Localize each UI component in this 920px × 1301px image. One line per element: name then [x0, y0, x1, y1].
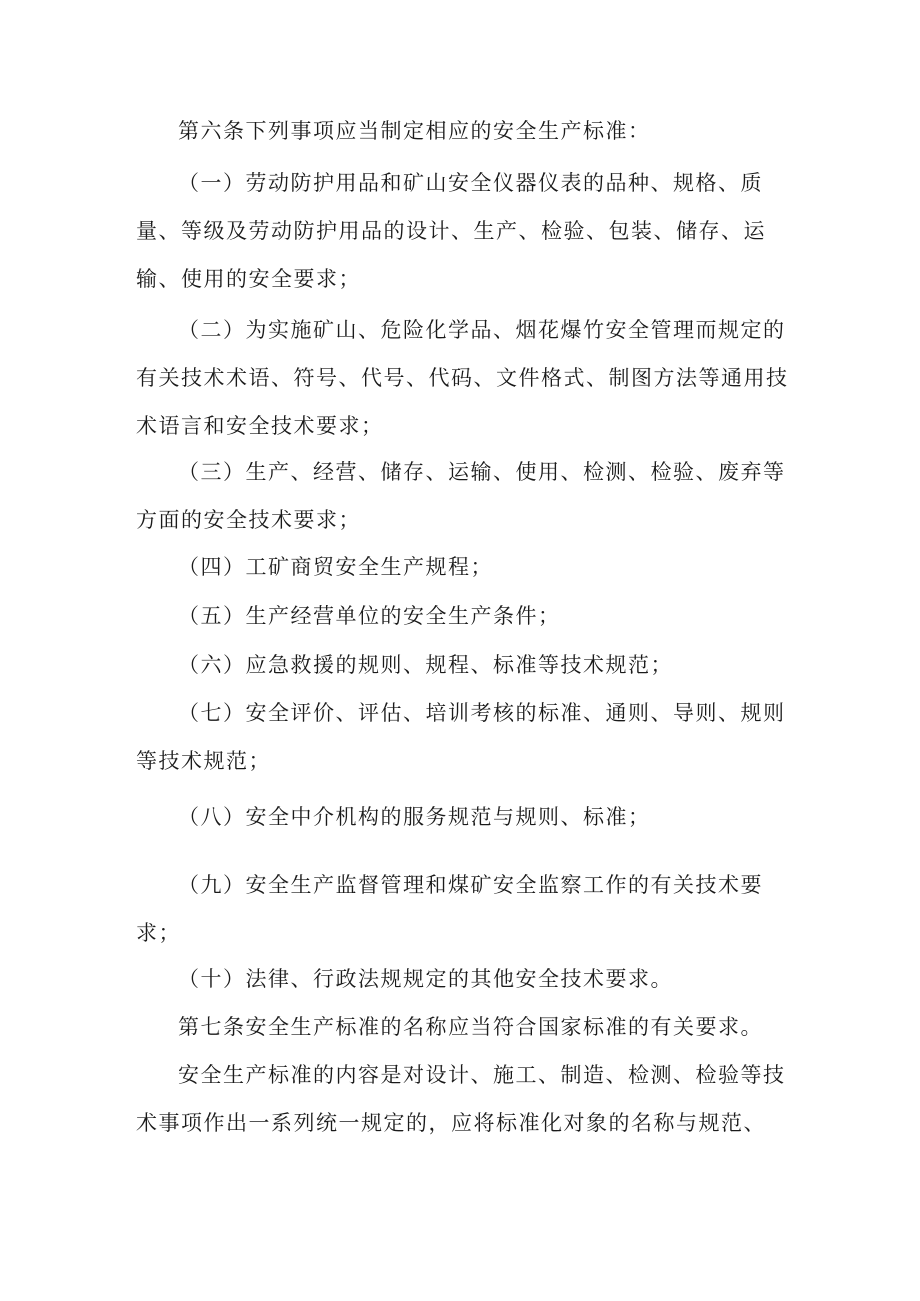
item-7-paragraph: （七）安全评价、评估、培训考核的标准、通则、导则、规则等技术规范； [136, 701, 786, 773]
item-4-paragraph: （四）工矿商贸安全生产规程； [178, 555, 493, 579]
article-6-heading: 第六条下列事项应当制定相应的安全生产标准： [178, 119, 651, 143]
item-8-paragraph: （八）安全中介机构的服务规范与规则、标准； [178, 805, 651, 829]
item-3-paragraph: （三）生产、经营、储存、运输、使用、检测、检验、废弃等方面的安全技术要求； [136, 460, 786, 532]
item-10-paragraph: （十）法律、行政法规规定的其他安全技术要求。 [178, 967, 673, 991]
item-9-paragraph: （九）安全生产监督管理和煤矿安全监察工作的有关技术要求； [136, 873, 763, 945]
item-2-paragraph: （二）为实施矿山、危险化学品、烟花爆竹安全管理而规定的有关技术术语、符号、代号、代码、文件格式、制图方法等通用技术语言和安全技术要求； [136, 318, 789, 438]
content-paragraph: 安全生产标准的内容是对设计、施工、制造、检测、检验等技术事项作出一系列统一规定的，应将标准化对象的名称与规范、 [136, 1063, 786, 1135]
item-1-paragraph: （一）劳动防护用品和矿山安全仪器仪表的品种、规格、质量、等级及劳动防护用品的设计、生产、检验、包装、储存、运输、使用的安全要求； [136, 171, 766, 291]
item-6-paragraph: （六）应急救援的规则、规程、标准等技术规范； [178, 653, 673, 677]
article-7-paragraph: 第七条安全生产标准的名称应当符合国家标准的有关要求。 [178, 1015, 763, 1039]
item-5-paragraph: （五）生产经营单位的安全生产条件； [178, 604, 561, 628]
